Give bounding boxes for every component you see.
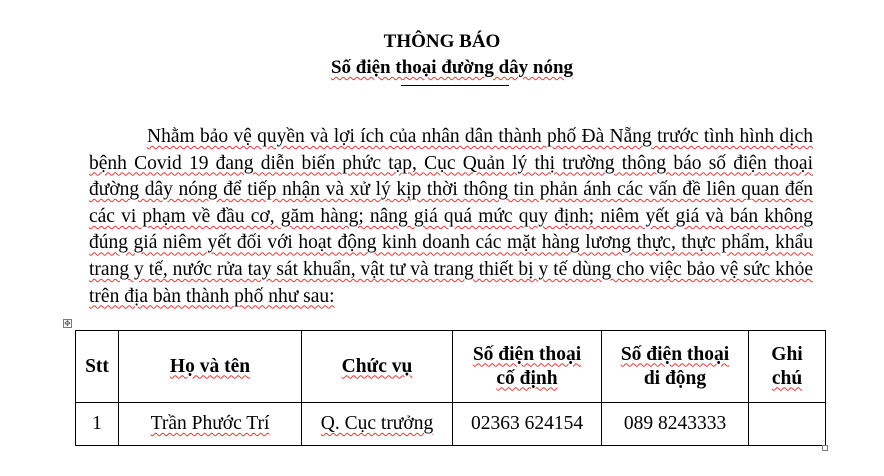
header-stt: Stt <box>76 331 119 403</box>
header-position: Chức vụ <box>302 331 453 403</box>
table-move-handle-icon[interactable]: ✥ <box>64 319 71 328</box>
title-divider <box>401 85 509 86</box>
cell-landline: 02363 624154 <box>453 403 602 446</box>
hotline-table <box>75 330 826 446</box>
table-row <box>76 403 826 446</box>
cell-stt: 1 <box>76 403 119 446</box>
header-mobile: Số điện thoại di động <box>602 331 749 403</box>
table-resize-handle-icon[interactable] <box>822 445 828 451</box>
cell-name: Trần Phước Trí <box>119 403 302 446</box>
notice-paragraph <box>89 124 813 310</box>
header-note: Ghi chú <box>749 331 826 403</box>
cell-note <box>749 403 826 446</box>
header-name: Họ và tên <box>119 331 302 403</box>
header-landline: Số điện thoại cố định <box>453 331 602 403</box>
notice-subtitle <box>0 56 884 80</box>
cell-mobile: 089 8243333 <box>602 403 749 446</box>
cell-position: Q. Cục trưởng <box>302 403 453 446</box>
notice-title: THÔNG BÁO <box>383 31 501 52</box>
notice-subtitle-text: Số điện thoại đường dây nóng <box>330 57 574 78</box>
notice-paragraph-text: Nhằm bảo vệ quyền và lợi ích của nhân dân thành phố Đà Nẵng trước tình hình dịch bệnh Covid 19 đang diễn biến phức tạp, Cục Quản lý thị trường thông báo số điện thoại đường dây nóng để tiếp nhận và xử lý kịp thời thông tin phản ánh các vấn đề liên quan đến các vi phạm về đầu cơ, găm hàng; nâng giá quá mức quy định; niêm yết giá và bán không đúng giá niêm yết đối với hoạt động kinh doanh các mặt hàng lương thực, thực phẩm, khẩu trang y tế, nước rửa tay sát khuẩn, vật tư và trang thiết bị y tế dùng cho việc bảo vệ sức khỏe trên địa bàn thành phố như sau: <box>89 126 813 307</box>
table-header-row <box>76 331 826 403</box>
